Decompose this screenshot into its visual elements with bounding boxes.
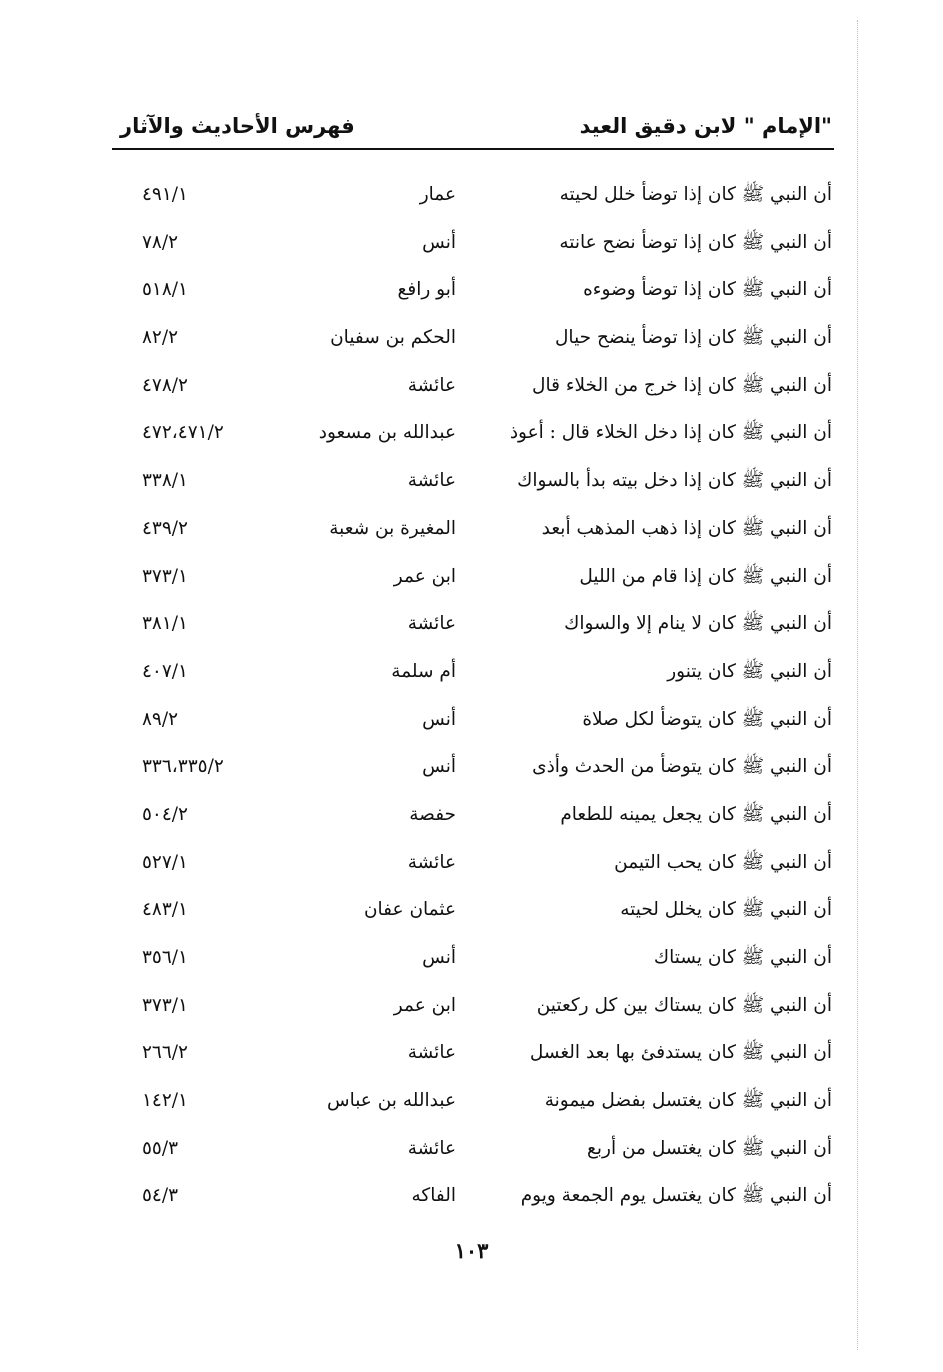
volume-page-ref: ٤٠٧/١ (142, 660, 188, 682)
hadith-text: أن النبي ﷺ كان يحب التيمن (614, 851, 832, 873)
volume-page-ref: ٤٧٢،٤٧١/٢ (142, 422, 224, 444)
narrator: أبو رافع (397, 279, 456, 301)
volume-page-ref: ٢٦٦/٢ (142, 1042, 188, 1064)
hadith-text: أن النبي ﷺ كان يتوضأ لكل صلاة (582, 708, 832, 730)
volume-page-ref: ٧٨/٢ (142, 231, 179, 253)
volume-page-ref: ٣٣٨/١ (142, 470, 188, 492)
header-divider (112, 148, 834, 150)
narrator: عائشة (407, 374, 456, 396)
list-item (120, 609, 832, 657)
list-item (120, 705, 832, 753)
list-item (120, 1181, 832, 1229)
list-item (120, 562, 832, 610)
volume-page-ref: ٨٩/٢ (142, 708, 179, 730)
hadith-text: أن النبي ﷺ كان إذا توضأ وضوءه (583, 279, 832, 301)
volume-page-ref: ٥٠٤/٢ (142, 803, 188, 825)
index-title: فهرس الأحاديث والآثار (120, 114, 355, 138)
hadith-text: أن النبي ﷺ كان لا ينام إلا والسواك (564, 613, 832, 635)
list-item (120, 514, 832, 562)
list-item (120, 1086, 832, 1134)
narrator: أنس (422, 231, 456, 253)
hadith-text: أن النبي ﷺ كان يستاك بين كل ركعتين (536, 994, 832, 1016)
narrator: عائشة (407, 1137, 456, 1159)
hadith-text: أن النبي ﷺ كان يتوضأ من الحدث وأذى (532, 756, 832, 778)
hadith-text: أن النبي ﷺ كان يغتسل بفضل ميمونة (544, 1090, 832, 1112)
list-item (120, 657, 832, 705)
narrator: عبدالله بن عباس (327, 1090, 456, 1112)
hadith-text: أن النبي ﷺ كان إذا توضأ ينضح حيال (554, 327, 832, 349)
narrator: حفصة (409, 803, 456, 825)
volume-page-ref: ٤٧٨/٢ (142, 374, 188, 396)
list-item (120, 895, 832, 943)
hadith-text: أن النبي ﷺ كان إذا دخل بيته بدأ بالسواك (517, 470, 832, 492)
hadith-text: أن النبي ﷺ كان إذا خرج من الخلاء قال (532, 374, 832, 396)
hadith-text: أن النبي ﷺ كان يتنور (667, 660, 832, 682)
hadith-text: أن النبي ﷺ كان يغتسل من أربع (587, 1137, 832, 1159)
list-item (120, 323, 832, 371)
list-item (120, 1038, 832, 1086)
list-item (120, 466, 832, 514)
hadith-text: أن النبي ﷺ كان يستاك (653, 947, 832, 968)
narrator: أنس (422, 756, 456, 778)
volume-page-ref: ٣٨١/١ (142, 613, 188, 635)
list-item (120, 418, 832, 466)
narrator: عبدالله بن مسعود (318, 422, 456, 444)
list-item (120, 371, 832, 419)
narrator: ابن عمر (393, 994, 456, 1016)
narrator: عمار (419, 184, 456, 205)
narrator: عائشة (407, 470, 456, 492)
volume-page-ref: ٣٥٦/١ (142, 947, 188, 968)
narrator: الفاكه (411, 1185, 456, 1207)
list-item (120, 943, 832, 991)
list-item (120, 991, 832, 1039)
volume-page-ref: ٥٢٧/١ (142, 851, 188, 873)
hadith-text: أن النبي ﷺ كان إذا توضأ نضح عانته (559, 231, 832, 253)
page-header (120, 108, 832, 148)
book-title: "الإمام " لابن دقيق العيد (579, 114, 832, 138)
volume-page-ref: ٥٤/٣ (142, 1185, 179, 1207)
volume-page-ref: ٥٥/٣ (142, 1137, 179, 1159)
hadith-text: أن النبي ﷺ كان إذا توضأ خلل لحيته (559, 184, 832, 205)
hadith-text: أن النبي ﷺ كان يخلل لحيته (620, 899, 832, 921)
hadith-text: أن النبي ﷺ كان إذا دخل الخلاء قال : أعوذ (509, 422, 832, 444)
volume-page-ref: ٤٨٣/١ (142, 899, 188, 921)
list-item (120, 848, 832, 896)
volume-page-ref: ٤٣٩/٢ (142, 517, 188, 539)
hadith-text: أن النبي ﷺ كان إذا قام من الليل (579, 565, 832, 587)
narrator: عائشة (407, 851, 456, 873)
narrator: أنس (422, 947, 456, 968)
narrator: المغيرة بن شعبة (329, 517, 456, 539)
margin-guide-dots (856, 20, 858, 1350)
list-item (120, 800, 832, 848)
volume-page-ref: ٨٢/٢ (142, 327, 179, 349)
list-item (120, 228, 832, 276)
hadith-text: أن النبي ﷺ كان يجعل يمينه للطعام (560, 803, 832, 825)
narrator: عائشة (407, 1042, 456, 1064)
page-number: ١٠٣ (454, 1238, 489, 1263)
volume-page-ref: ٥١٨/١ (142, 279, 188, 301)
hadith-text: أن النبي ﷺ كان يستدفئ بها بعد الغسل (529, 1042, 832, 1064)
list-item (120, 180, 832, 228)
narrator: أم سلمة (391, 660, 456, 682)
list-item (120, 752, 832, 800)
narrator: عثمان عفان (363, 899, 456, 921)
list-item (120, 1134, 832, 1182)
volume-page-ref: ١٤٢/١ (142, 1090, 188, 1112)
list-item (120, 275, 832, 323)
hadith-index-list (120, 180, 832, 1229)
volume-page-ref: ٤٩١/١ (142, 184, 188, 205)
narrator: ابن عمر (393, 565, 456, 587)
hadith-text: أن النبي ﷺ كان إذا ذهب المذهب أبعد (541, 517, 832, 539)
volume-page-ref: ٣٣٦،٣٣٥/٢ (142, 756, 224, 778)
volume-page-ref: ٣٧٣/١ (142, 565, 188, 587)
hadith-text: أن النبي ﷺ كان يغتسل يوم الجمعة ويوم (520, 1185, 832, 1207)
narrator: عائشة (407, 613, 456, 635)
narrator: أنس (422, 708, 456, 730)
volume-page-ref: ٣٧٣/١ (142, 994, 188, 1016)
narrator: الحكم بن سفيان (330, 327, 456, 349)
